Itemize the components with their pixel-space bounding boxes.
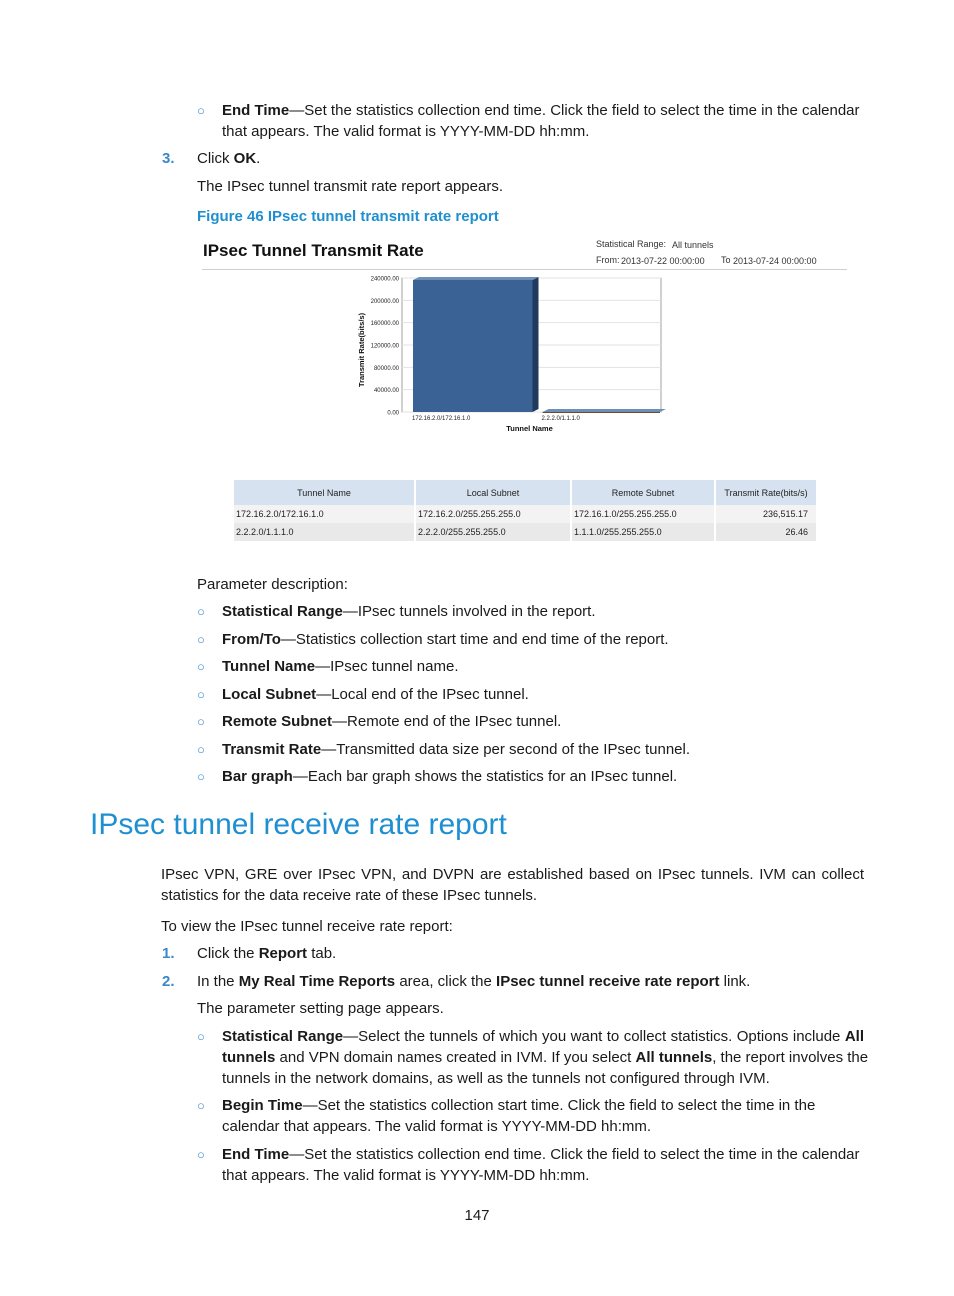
cell-remote-subnet: 172.16.1.0/255.255.255.0 [571,505,715,523]
y-axis-label: Transmit Rate(bits/s) [357,312,366,388]
range-line1: Statistical Range—Select the tunnels of which you want to collect statistics. Options include All [222,1028,864,1045]
from-label: From: [596,255,620,265]
to-view-text: To view the IPsec tunnel receive rate report: [161,918,453,935]
rate-table [234,480,818,541]
table-row [234,523,817,541]
end-line1: End Time—Set the statistics collection end time. Click the field to select the time in the calendar [222,1146,860,1163]
bullet-marker: ○ [197,632,205,647]
param-item: Statistical Range—IPsec tunnels involved in the report. [222,603,596,620]
range-line2: tunnels and VPN domain names created in IVM. If you select All tunnels, the report involves the [222,1049,869,1066]
step2-result: The parameter setting page appears. [197,1000,444,1017]
intro-line2: statistics for the data receive rate of these IPsec tunnels. [161,887,538,904]
range-label: Statistical Range: [596,239,667,249]
step-number: 3. [162,150,175,167]
cell-tunnel-name: 2.2.2.0/1.1.1.0 [234,523,415,541]
bullet-marker: ○ [197,1147,205,1162]
y-tick-label: 40000.00 [373,388,399,395]
to-value: 2013-07-24 00:00:00 [733,256,817,266]
report-title: IPsec Tunnel Transmit Rate [203,241,424,260]
bar [543,412,661,413]
table-row [234,505,817,523]
col-tunnel-name: Tunnel Name [234,480,415,505]
param-intro: Parameter description: [197,576,348,593]
figure-caption: Figure 46 IPsec tunnel transmit rate report [197,208,499,225]
param-item: From/To—Statistics collection start time and end time of the report. [222,631,669,648]
step-number: 2. [162,973,175,990]
to-label: To [721,255,731,265]
step3-result: The IPsec tunnel transmit rate report appears. [197,178,503,195]
report-divider [202,269,847,270]
y-tick-label: 120000.00 [370,343,399,350]
bullet-marker: ○ [197,714,205,729]
param-item: Transmit Rate—Transmitted data size per second of the IPsec tunnel. [222,741,691,758]
step3-text: Click OK. [197,150,261,167]
cell-transmit-rate: 26.46 [715,523,817,541]
section-heading: IPsec tunnel receive rate report [90,808,507,841]
end-time-term: End Time [222,102,290,119]
bullet-marker: ○ [197,742,205,757]
col-remote-subnet: Remote Subnet [571,480,715,505]
cell-local-subnet: 2.2.2.0/255.255.255.0 [415,523,571,541]
x-tick-label: 172.16.2.0/172.16.1.0 [412,416,471,422]
y-tick-label: 0.00 [387,410,399,417]
x-axis-label: Tunnel Name [506,424,553,433]
cell-remote-subnet: 1.1.1.0/255.255.255.0 [571,523,715,541]
bullet-marker: ○ [197,687,205,702]
bullet-marker: ○ [197,769,205,784]
y-tick-label: 240000.00 [370,276,399,283]
bullet-marker: ○ [197,659,205,674]
param-item: Remote Subnet—Remote end of the IPsec tunnel. [222,713,562,730]
ok-label: OK [233,150,257,167]
table-header-row [234,480,817,505]
y-tick-label: 80000.00 [373,365,399,372]
y-tick-label: 160000.00 [370,321,399,328]
bullet-marker: ○ [197,604,205,619]
step1-text: Click the Report tab. [197,945,337,962]
cell-transmit-rate: 236,515.17 [715,505,817,523]
begin-line1: Begin Time—Set the statistics collection start time. Click the field to select the time in the [222,1097,816,1114]
range-value: All tunnels [672,240,714,250]
col-transmit-rate: Transmit Rate(bits/s) [715,480,817,505]
intro-line1: IPsec VPN, GRE over IPsec VPN, and DVPN are established based on IPsec tunnels. IVM can collect [161,866,864,883]
bar [413,280,533,412]
transmit-rate-chart [340,272,680,437]
end-time-desc-line2: that appears. The valid format is YYYY-MM-DD hh:mm. [222,123,590,140]
bar-side [533,277,539,412]
param-item: Local Subnet—Local end of the IPsec tunnel. [222,686,529,703]
bullet-marker: ○ [197,1029,205,1044]
y-tick-label: 200000.00 [370,298,399,305]
begin-line2: calendar that appears. The valid format is YYYY-MM-DD hh:mm. [222,1118,652,1135]
page-number: 147 [464,1207,490,1224]
param-item: Tunnel Name—IPsec tunnel name. [222,658,459,675]
cell-tunnel-name: 172.16.2.0/172.16.1.0 [234,505,415,523]
step2-text: In the My Real Time Reports area, click the IPsec tunnel receive rate report link. [197,973,751,990]
param-item: Bar graph—Each bar graph shows the statistics for an IPsec tunnel. [222,768,678,785]
step-number: 1. [162,945,175,962]
end-time-desc-line1: End Time—Set the statistics collection end time. Click the field to select the time in the calendar [222,102,860,119]
from-value: 2013-07-22 00:00:00 [621,256,705,266]
cell-local-subnet: 172.16.2.0/255.255.255.0 [415,505,571,523]
bar-top [413,277,539,280]
end-line2: that appears. The valid format is YYYY-MM-DD hh:mm. [222,1167,590,1184]
col-local-subnet: Local Subnet [415,480,571,505]
range-line3: tunnels in the network domains, as well as the tunnels not configured through IVM. [222,1070,770,1087]
bar-top [543,409,667,412]
x-tick-label: 2.2.2.0/1.1.1.0 [541,416,580,422]
bullet-marker: ○ [197,103,205,118]
bullet-marker: ○ [197,1098,205,1113]
